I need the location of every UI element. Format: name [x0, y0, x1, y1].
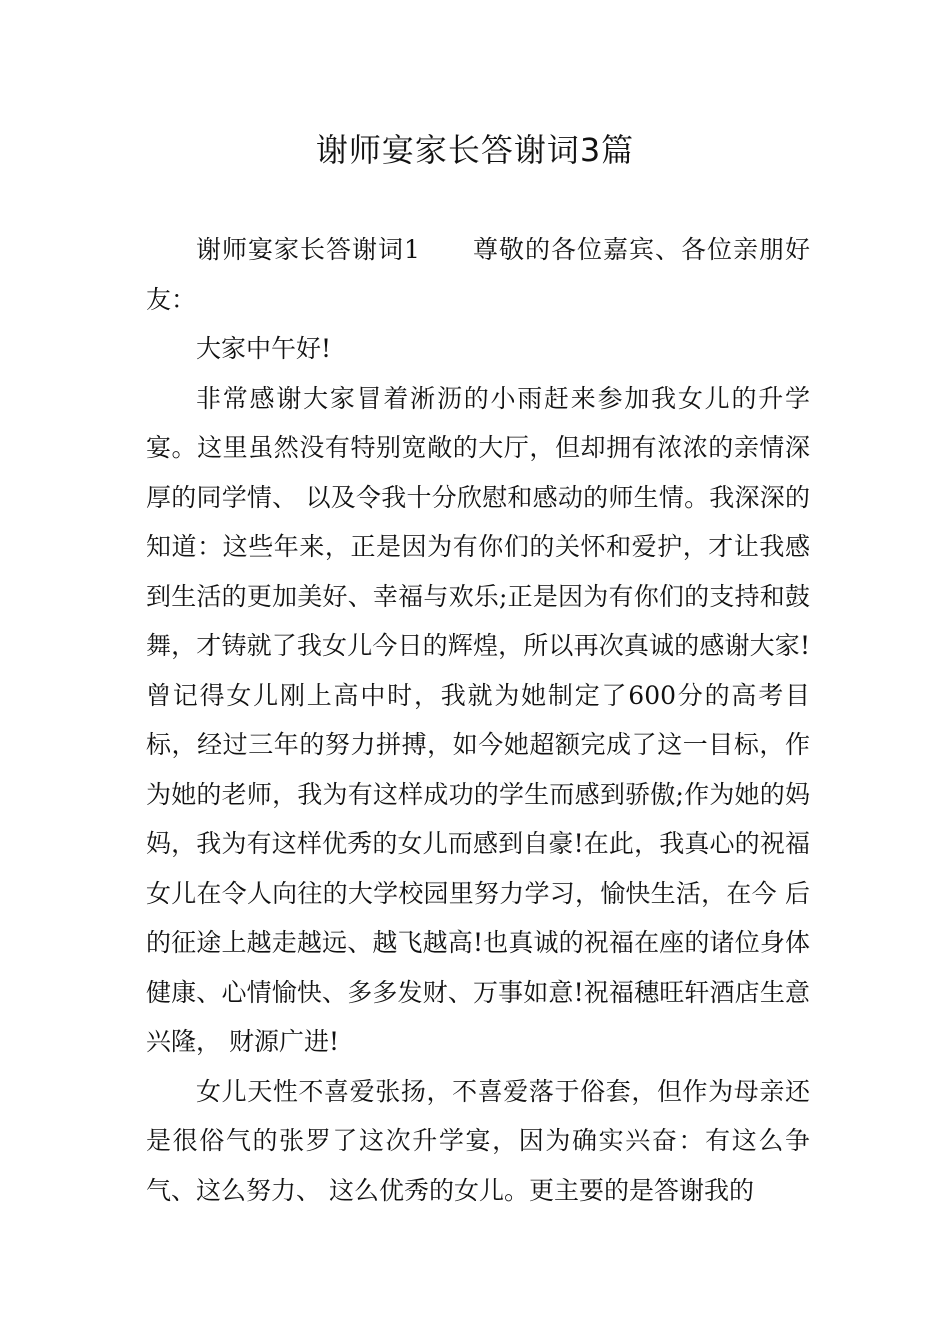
paragraph-greeting: 大家中午好! — [196, 334, 332, 363]
document-title: 谢师宴家长答谢词3篇 — [315, 131, 635, 169]
paragraph-daughter: 女儿天性不喜爱张扬，不喜爱落于俗套，但作为母亲还是很俗气的张罗了这次升学宴，因为确实兴奋：有这么争气、这么努力、 这么优秀的女儿。更主要的是答谢我的 — [146, 1076, 810, 1205]
paragraph-thanks: 非常感谢大家冒着淅沥的小雨赶来参加我女儿的升学宴。这里虽然没有特别宽敞的大厅，但却拥有浓浓的亲情深厚的同学情、 以及令我十分欣慰和感动的师生情。我深深的知道：这些年来，正是因为有你们的关怀和爱护，才让我感到生活的更加美好、幸福与欢乐;正是因为有你们的支持和鼓舞，才铸就了我女儿今日的辉煌，所以再次真诚的感谢大家!曾记得女儿刚上高中时，我就为她制定了600分的高考目标，经过三年的努力拼搏，如今她超额完成了这一目标，作为她的老师，我为有这样成功的学生而感到骄傲;作为她的妈妈，我为有这样优秀的女儿而感到自豪!在此，我真心的祝福女儿在令人向往的大学校园里努力学习，愉快生活，在今 后的征途上越走越远、越飞越高!也真诚的祝福在座的诸位身体健康、心情愉快、多多发财、万事如意!祝福穗旺轩酒店生意兴隆， 财源广进! — [146, 383, 810, 1056]
paragraph-greeting-heading: 谢师宴家长答谢词1 尊敬的各位嘉宾、各位亲朋好友： — [146, 235, 810, 314]
document-body — [146, 225, 810, 1215]
